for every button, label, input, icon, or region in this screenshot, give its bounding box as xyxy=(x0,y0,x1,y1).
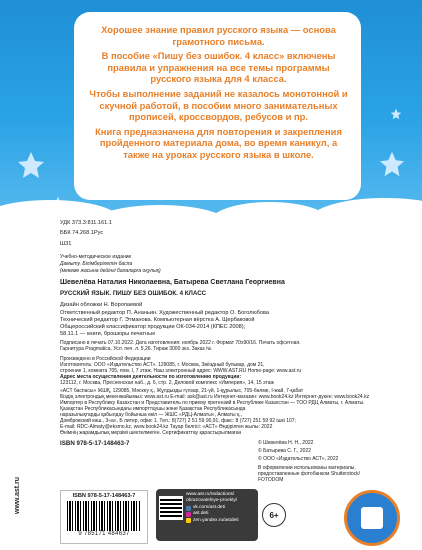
maker-line-2: строение 1, комната 705, пом. I, 7 этаж. Наш электронный адрес: WWW.AST.RU Home-page: www.ast.ru xyxy=(60,368,302,374)
annotation-paragraph: Чтобы выполнение заданий не казалось монотонной и скучной работой, в пособии много занимательных прописей, кроссвордов, ребусов и пр. xyxy=(89,87,348,123)
website-label: www.ast.ru xyxy=(14,476,21,514)
barcode-numbers: 9 785171 484637 xyxy=(78,531,130,537)
copyright-line: В оформлении использованы материалы, xyxy=(258,465,356,471)
authors: Шевелёва Наталия Николаевна, Батырева Светлана Георгиевна xyxy=(60,279,285,286)
star-icon xyxy=(378,150,406,178)
educational-projects-seal xyxy=(344,490,400,546)
copyright-line: © Шевелёва Н. Н., 2022 xyxy=(258,440,314,446)
kz-line: E-mail: RDC-Almaty@eksmo.kz, www.book24.kz Тауар белгісі: «АСТ» Өндірілген жылы: 2022 xyxy=(60,424,273,430)
copyright-line: © Батырева С. Г., 2022 xyxy=(258,448,312,454)
copyright-line: © ООО «Издательство АСТ», 2022 xyxy=(258,456,339,462)
udk-code: УДК 373.3:811.161.1 xyxy=(60,220,112,226)
social-links-panel xyxy=(156,489,258,541)
print-info-1: Подписано в печать 07.10.2022. Дата изготовления: ноябрь 2022 г. Формат 70х90/16. Печать офсетная. xyxy=(60,340,301,346)
social-link-zen[interactable]: zen.yandex.ru/astdeti xyxy=(186,518,254,524)
complaints-line-1: Адрес места осуществления деятельности по изготовлению продукции: xyxy=(60,374,242,380)
kz-line: Біздің электрондық мекенжайымыз: www.ast.ru E-mail: ask@ast.ru Интернет-магазин: www.book24.kz Интернет-дүкен: www.book24.kz xyxy=(60,394,370,400)
copyright-line: предоставленные фотобанком Shutterstock/ xyxy=(258,471,361,477)
kz-line: «АСТ баспасы» ЖШҚ, 129085, Мәскеу қ., Жұлдызды гүлзар, 21-үй, 1-құрылыс, 705-бөлме, I-жай, 7-қабат xyxy=(60,388,304,394)
book-title: РУССКИЙ ЯЗЫК. ПИШУ БЕЗ ОШИБОК. 4 КЛАСС xyxy=(60,290,207,297)
barcode-isbn: ISBN 978-5-17-148463-7 xyxy=(72,493,136,499)
kz-note-2: (мекеме жасына дейінгі балаларға оқулық) xyxy=(60,268,161,274)
star-icon xyxy=(390,108,402,120)
instagram-icon xyxy=(186,512,191,517)
okp-line-2: 58.11.1 — книги, брошюры печатные xyxy=(60,331,156,337)
social-link-ig[interactable]: ast.deti xyxy=(186,511,254,517)
annotation-card xyxy=(74,12,361,200)
vk-icon xyxy=(186,506,191,511)
okp-line-1: Общероссийский классификатор продукции ОК-034-2014 (КПЕС 2008); xyxy=(60,324,246,330)
kz-note: Дамыту. Білімберілетін баспа xyxy=(60,261,133,267)
annotation-paragraph: В пособие «Пишу без ошибок. 4 класс» включены правила и упражнения на все темы программы русского языка для 4 класса. xyxy=(101,50,336,85)
bbk-code: ББК 74.268.1Рус xyxy=(60,230,104,236)
maker-line-1: Изготовитель: ООО «Издательство АСТ». 129085, г. Москва, Звёздный бульвар, дом 21, xyxy=(60,362,265,368)
isbn-line: ISBN 978-5-17-148463-7 xyxy=(60,440,130,447)
print-info-2: Гарнитура Pragmatica. Усл. печ. л. 5,26. Тираж 3000 экз. Заказ № xyxy=(60,346,212,352)
barcode xyxy=(60,490,148,544)
social-link[interactable]: www.ast.ru/redactions/ xyxy=(186,492,235,497)
cover-design: Дизайн обложки Н. Воропаевой xyxy=(60,302,143,308)
cloud-shape xyxy=(310,198,422,216)
kz-line: наразылықтарды қабылдау бойынша өкіл — ЖШС «РДЦ-Алматы», Алматы қ., xyxy=(60,412,242,418)
zen-icon xyxy=(186,518,191,523)
seal-emblem xyxy=(361,507,383,529)
kz-line: Импортер в Республику Казахстан и Представитель по приему претензий в Республике Казахстан — ТОО РДЦ Алматы, г. Алматы. xyxy=(60,400,365,406)
annotation-paragraph: Книга предназначена для повторения и закрепления пройденного материала дома, во время каникул, а также на уроках русского языка в школе. xyxy=(95,125,342,160)
complaints-line-2: 123112, г. Москва, Пресненская наб., д. 6, стр. 2, Деловой комплекс «Империя», 14, 15 этаж xyxy=(60,380,274,386)
made-in: Произведено в Российской Федерации xyxy=(60,356,151,362)
cover-background xyxy=(0,0,422,216)
copyright-line: FOTODOM xyxy=(258,477,284,483)
social-link-vk[interactable]: vk.com/ast.deti xyxy=(186,505,254,511)
barcode-bars xyxy=(67,501,141,531)
kz-line: Қазақстан Республикасындағы импорттаушы және Қазақстан Республикасында xyxy=(60,406,246,412)
cloud-shape xyxy=(90,205,230,216)
kz-line: Өнімнің жарамдылық мерзімі шектелмеген. Сертификаттау қарастырылмаған xyxy=(60,430,242,436)
social-link[interactable]: obrazovatelnye-proekty/ xyxy=(186,498,238,504)
annotation-paragraph: Хорошее знание правил русского языка — основа грамотного письма. xyxy=(101,24,336,47)
star-icon xyxy=(16,150,46,180)
kz-line: Домбровский көш., 3«а», Б литер, офис 1. Тел.: 8(727) 2 51 59 90,91, факс: 8 (727) 251 59 92 ішкі 107; xyxy=(60,418,296,424)
editors-line-1: Ответственный редактор П. Ананьин. Художественный редактор О. Боголюбова xyxy=(60,310,269,316)
qr-code xyxy=(160,497,182,519)
author-mark: Ш31 xyxy=(60,241,72,247)
age-rating-badge: 6+ xyxy=(262,503,286,527)
edition-type: Учебно-методическое издание xyxy=(60,254,132,260)
editors-line-2: Технический редактор Г. Этманова. Компьютерная вёрстка А. Щербаковой xyxy=(60,317,255,323)
